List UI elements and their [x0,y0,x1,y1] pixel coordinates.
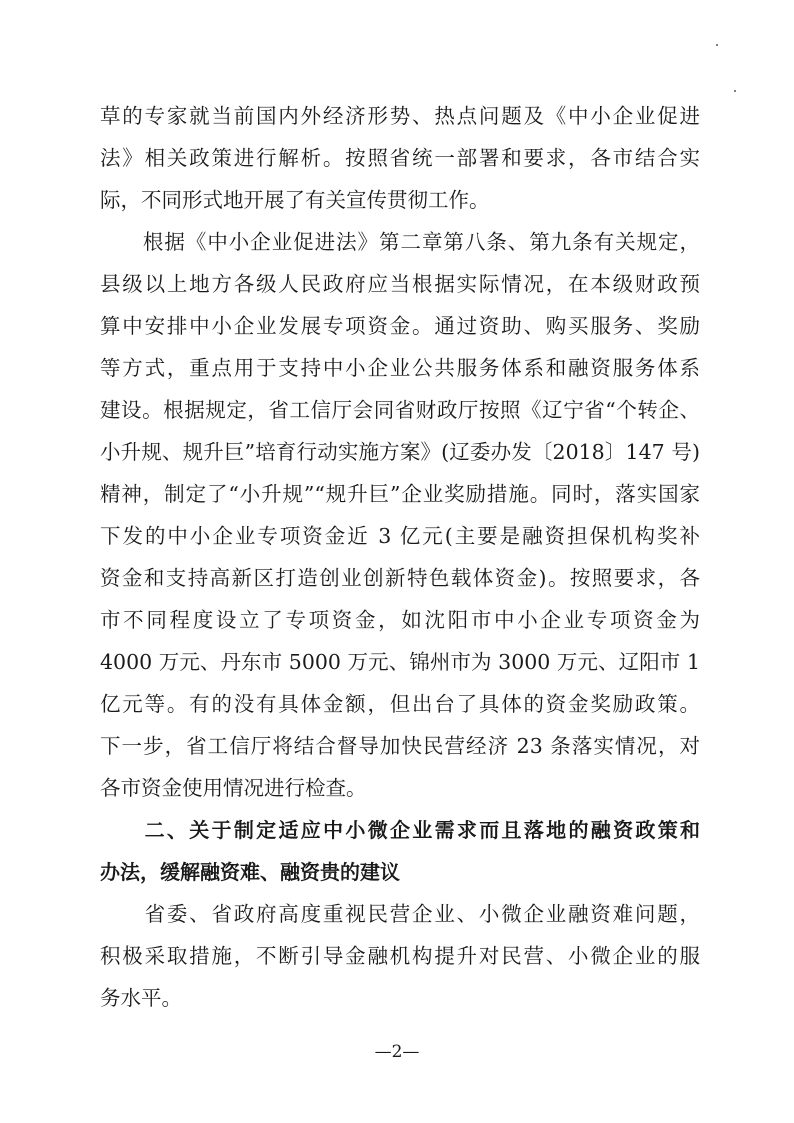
page-number: —2— [374,1042,420,1062]
body-line: 省委、省政府高度重视民营企业、小微企业融资难问题， [100,902,700,926]
body-line: 等方式，重点用于支持中小企业公共服务体系和融资服务体系 [100,356,700,380]
body-line: 资金和支持高新区打造创业创新特色载体资金)。按照要求，各 [100,566,700,590]
body-line: 积极采取措施，不断引导金融机构提升对民营、小微企业的服 [100,944,700,968]
body-line: 法》相关政策进行解析。按照省统一部署和要求，各市结合实 [100,146,700,170]
scan-speck [734,90,736,92]
body-line: 根据《中小企业促进法》第二章第八条、第九条有关规定， [100,230,700,254]
scan-speck [716,44,718,46]
section-heading: 办法，缓解融资难、融资贵的建议 [100,860,400,884]
body-line: 务水平。 [100,986,182,1010]
body-line: 算中安排中小企业发展专项资金。通过资助、购买服务、奖励 [100,314,700,338]
body-line: 精神，制定了“小升规”“规升巨”企业奖励措施。同时，落实国家 [100,482,700,506]
body-line: 4000 万元、丹东市 5000 万元、锦州市为 3000 万元、辽阳市 1 [100,650,700,674]
body-line: 建设。根据规定，省工信厅会同省财政厅按照《辽宁省“个转企、 [100,398,700,422]
section-heading: 二、关于制定适应中小微企业需求而且落地的融资政策和 [100,818,700,842]
body-line: 下一步，省工信厅将结合督导加快民营经济 23 条落实情况，对 [100,734,700,758]
body-line: 各市资金使用情况进行检查。 [100,776,367,800]
body-line: 小升规、规升巨”培育行动实施方案》(辽委办发〔2018〕147 号) [100,440,700,464]
body-line: 下发的中小企业专项资金近 3 亿元(主要是融资担保机构奖补 [100,524,700,548]
body-line: 草的专家就当前国内外经济形势、热点问题及《中小企业促进 [100,104,700,128]
body-line: 市不同程度设立了专项资金，如沈阳市中小企业专项资金为 [100,608,700,632]
body-line: 际，不同形式地开展了有关宣传贯彻工作。 [100,188,490,212]
body-line: 亿元等。有的没有具体金额，但出台了具体的资金奖励政策。 [100,692,700,716]
body-line: 县级以上地方各级人民政府应当根据实际情况，在本级财政预 [100,272,700,296]
